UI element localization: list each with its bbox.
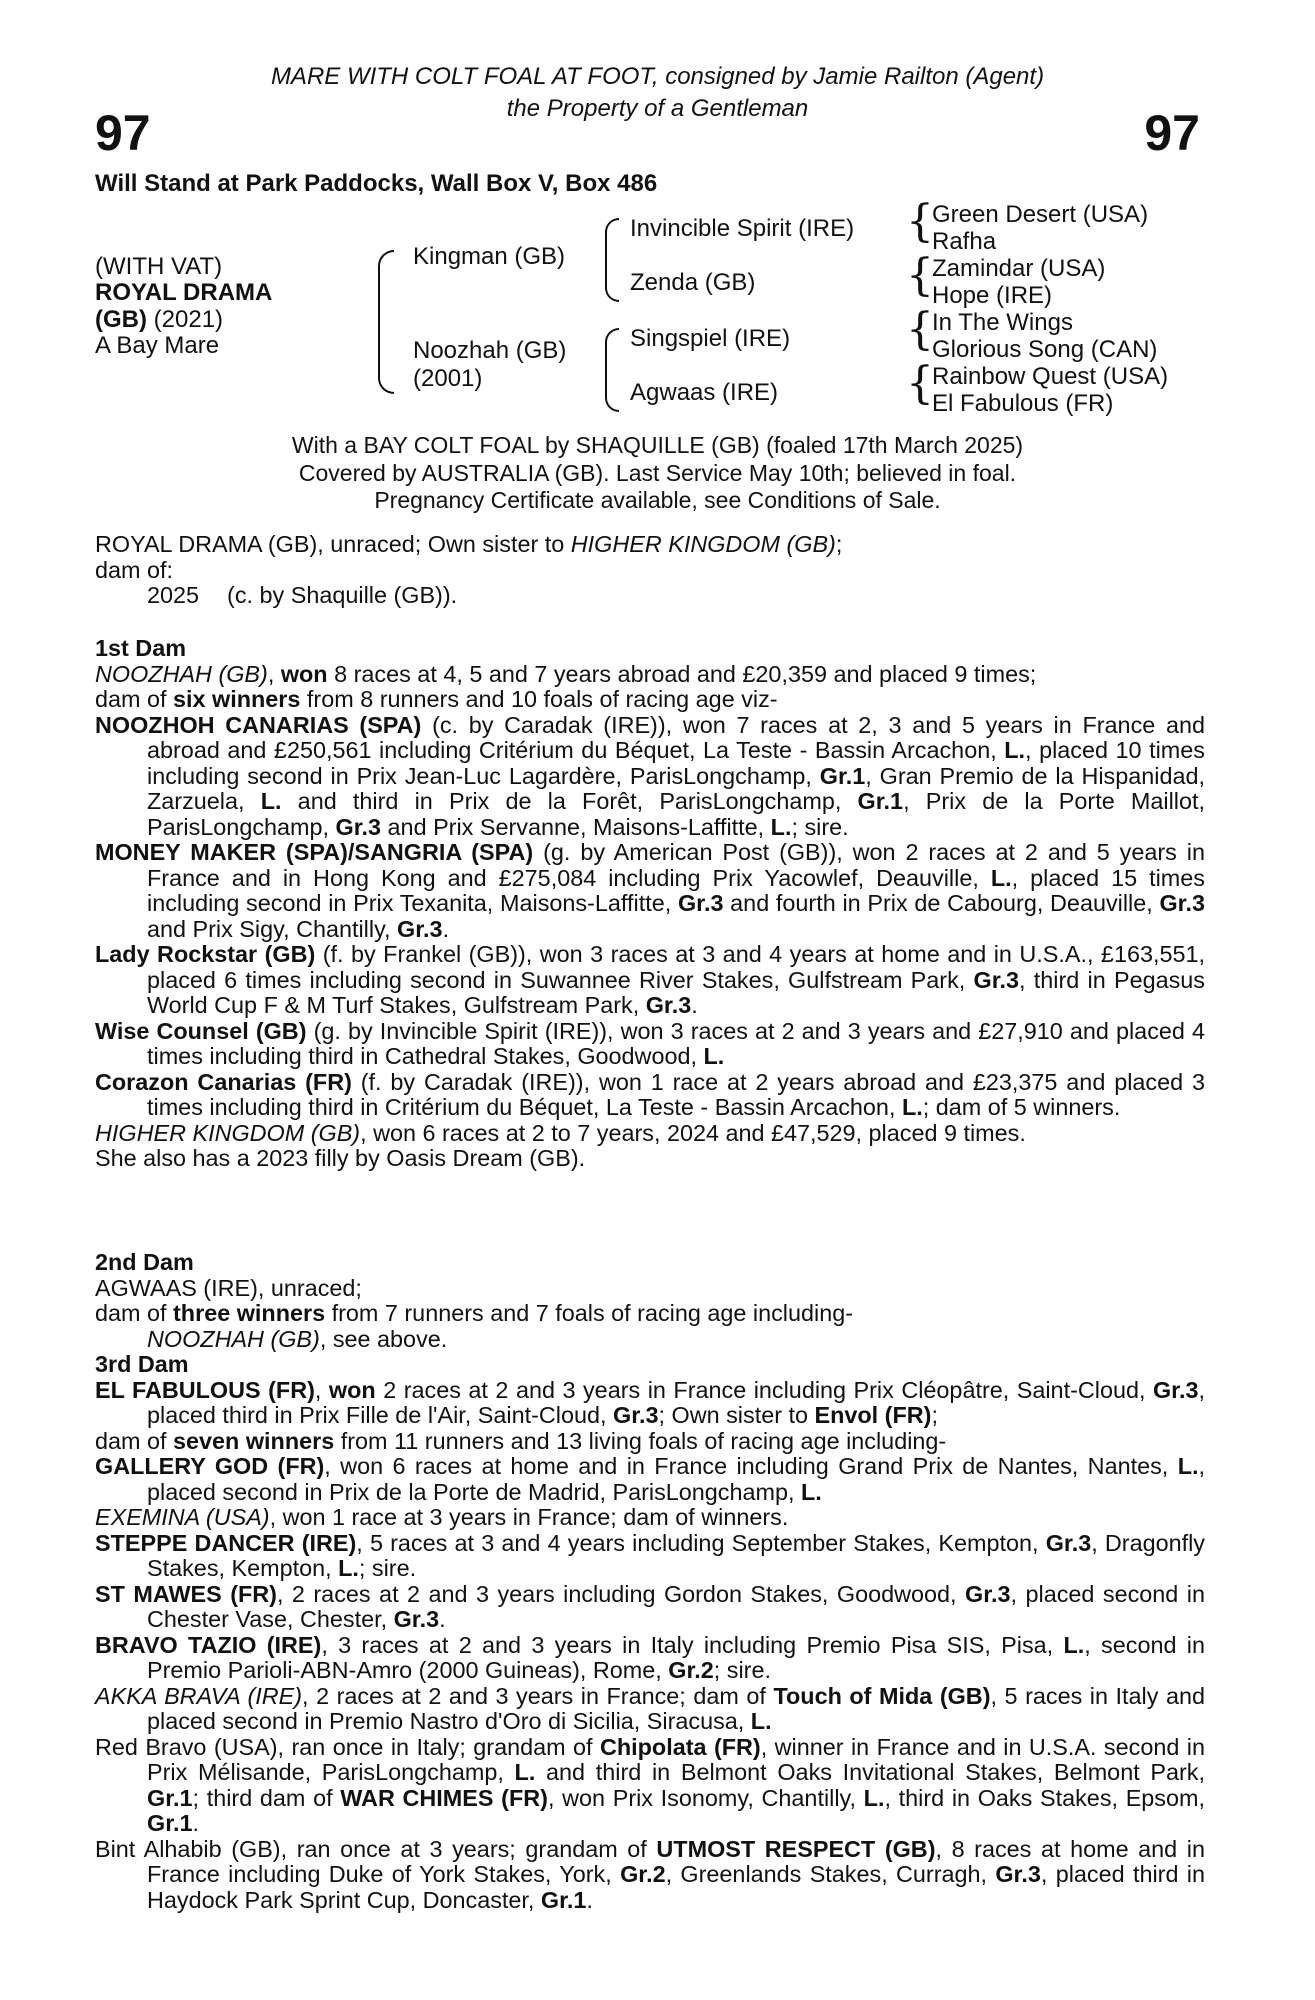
third-dam-heading: 3rd Dam — [95, 1351, 189, 1377]
fourth-produce-5: Red Bravo (USA), ran once in Italy; grandam of Chipolata (FR), winner in France and in U.S.A. second in Prix Mélisande, ParisLongchamp, L. and third in Belmont Oaks Invitational Stakes, Belmont Park, Gr.1; third dam of WAR CHIMES (FR), won Prix Isonomy, Chantilly, L., third in Oaks Stakes, Epsom, Gr.1. — [95, 1733, 1205, 1836]
first-dam-section — [95, 636, 1205, 1172]
brace-glyph-3: { — [906, 304, 934, 355]
gen3-4: Hope (IRE) — [932, 282, 1053, 309]
produce-3: Lady Rockstar (GB) (f. by Frankel (GB)), won 3 races at 3 and 4 years at home and in U.S.A., £163,551, placed 6 times including second in Suwannee River Stakes, Gulfstream Park, Gr.3, third in Pegasus World Cup F & M Turf Stakes, Gulfstream Park, Gr.3. — [95, 941, 1205, 1018]
gen3-7: Rainbow Quest (USA) — [932, 363, 1169, 390]
dam-brace — [605, 328, 619, 412]
horse-block — [95, 254, 272, 360]
sire-dam: Zenda (GB) — [630, 269, 756, 296]
gen3-2: Rafha — [932, 228, 997, 255]
first-dam-text: NOOZHAH (GB), won 8 races at 4, 5 and 7 years abroad and £20,359 and placed 9 times; dam of six winners from 8 runners and 10 foals of racing age viz- — [95, 660, 1037, 712]
horse-name: ROYAL DRAMA — [95, 279, 273, 307]
sire-name: Kingman (GB) — [413, 243, 566, 270]
dam-year: (2001) — [413, 365, 483, 392]
second-dam-produce: NOOZHAH (GB), see above. — [147, 1325, 448, 1352]
dam-name: Noozhah (GB) — [413, 337, 567, 364]
third-produce-2: EXEMINA (USA), won 1 race at 3 years in France; dam of winners. — [95, 1504, 789, 1530]
second-dam-section — [95, 1250, 1205, 1913]
gen3-1: Green Desert (USA) — [932, 201, 1149, 228]
vat-label: (WITH VAT) — [95, 253, 223, 280]
stand-location: Will Stand at Park Paddocks, Wall Box V, Box 486 — [95, 170, 658, 197]
lot-number-right: 97 — [1144, 105, 1200, 161]
foal-info — [0, 432, 1315, 515]
produce-1: NOOZHOH CANARIAS (SPA) (c. by Caradak (IRE)), won 7 races at 2, 3 and 5 years in France and abroad and £250,561 including Critérium du Béquet, La Teste - Bassin Arcachon, L., placed 10 times including second in Prix Jean-Luc Lagardère, ParisLongchamp, Gr.1, Gran Premio de la Hispanidad, Zarzuela, L. and third in Prix de la Forêt, ParisLongchamp, Gr.1, Prix de la Porte Maillot, ParisLongchamp, Gr.3 and Prix Servanne, Maisons-Laffitte, L.; sire. — [95, 711, 1206, 840]
fourth-produce-2: ST MAWES (FR), 2 races at 2 and 3 years including Gordon Stakes, Goodwood, Gr.3, placed second in Chester Vase, Chester, Gr.3. — [95, 1580, 1205, 1632]
third-dam-of: dam of seven winners from 11 runners and 13 living foals of racing age including- — [95, 1427, 947, 1454]
fourth-produce-4: AKKA BRAVA (IRE), 2 races at 2 and 3 years in France; dam of Touch of Mida (GB), 5 races in Italy and placed second in Premio Nastro d'Oro di Sicilia, Siracusa, L. — [95, 1682, 1206, 1734]
dam-sire: Singspiel (IRE) — [630, 325, 791, 352]
brace-glyph-4: { — [906, 358, 934, 409]
gen3-3: Zamindar (USA) — [932, 255, 1106, 282]
first-dam-also: She also has a 2023 filly by Oasis Dream (GB). — [95, 1145, 586, 1171]
produce-2: MONEY MAKER (SPA)/SANGRIA (SPA) (g. by American Post (GB)), won 2 races at 2 and 5 years in France and in Hong Kong and £275,084 including Prix Yacowlef, Deauville, L., placed 15 times including second in Prix Texanita, Maisons-Laffitte, Gr.3 and fourth in Prix de Cabourg, Deauville, Gr.3 and Prix Sigy, Chantilly, Gr.3. — [95, 839, 1205, 942]
produce-line: 2025 (c. by Shaquille (GB)). — [147, 582, 458, 608]
header-line-1: MARE WITH COLT FOAL AT FOOT, consigned by Jamie Railton (Agent) — [270, 63, 1045, 90]
brace-glyph-1: { — [906, 196, 934, 247]
third-dam-text: EL FABULOUS (FR), won 2 races at 2 and 3 years in France including Prix Cléopâtre, Saint-Cloud, Gr.3, placed third in Prix Fille de l'Air, Saint-Cloud, Gr.3; Own sister to Envol (FR); — [95, 1376, 1205, 1428]
pedigree-brace — [378, 250, 394, 394]
dam-dam: Agwaas (IRE) — [630, 379, 779, 406]
produce-6: HIGHER KINGDOM (GB), won 6 races at 2 to 7 years, 2024 and £47,529, placed 9 times. — [95, 1119, 1026, 1146]
fourth-produce-1: STEPPE DANCER (IRE), 5 races at 3 and 4 years including September Stakes, Kempton, Gr.3, Dragonfly Stakes, Kempton, L.; sire. — [95, 1529, 1205, 1581]
intro-line: ROYAL DRAMA (GB), unraced; Own sister to HIGHER KINGDOM (GB); — [95, 531, 843, 557]
produce-5: Corazon Canarias (FR) (f. by Caradak (IRE)), won 1 race at 2 years abroad and £23,375 and placed 3 times including third in Critérium du Béquet, La Teste - Bassin Arcachon, L.; dam of 5 winners. — [95, 1068, 1205, 1120]
third-produce-1: GALLERY GOD (FR), won 6 races at home and in France including Grand Prix de Nantes, Nantes, L., placed second in Prix de la Porte de Madrid, ParisLongchamp, L. — [95, 1453, 1205, 1505]
lot-number-left: 97 — [95, 105, 151, 161]
gen3-5: In The Wings — [932, 309, 1073, 336]
fourth-produce-3: BRAVO TAZIO (IRE), 3 races at 2 and 3 years in Italy including Premio Pisa SIS, Pisa, L., second in Premio Parioli-ABN-Amro (2000 Guineas), Rome, Gr.2; sire. — [95, 1631, 1205, 1683]
first-dam-heading: 1st Dam — [95, 635, 187, 661]
horse-description: A Bay Mare — [95, 332, 220, 360]
second-dam-text: AGWAAS (IRE), unraced; dam of three winners from 7 runners and 7 foals of racing age including- — [95, 1274, 853, 1326]
gen3-6: Glorious Song (CAN) — [932, 336, 1158, 363]
foal-line-1: With a BAY COLT FOAL by SHAQUILLE (GB) (foaled 17th March 2025) — [291, 432, 1024, 458]
intro-block — [95, 532, 1205, 609]
second-dam-heading: 2nd Dam — [95, 1249, 194, 1275]
sire-sire: Invincible Spirit (IRE) — [630, 215, 855, 242]
produce-4: Wise Counsel (GB) (g. by Invincible Spirit (IRE)), won 3 races at 2 and 3 years and £27,910 and placed 4 times including third in Cathedral Stakes, Goodwood, L. — [95, 1017, 1205, 1069]
third-produce-3: Bint Alhabib (GB), ran once at 3 years; grandam of UTMOST RESPECT (GB), 8 races at home and in France including Duke of York Stakes, York, Gr.2, Greenlands Stakes, Curragh, Gr.3, placed third in Haydock Park Sprint Cup, Doncaster, Gr.1. — [95, 1835, 1205, 1913]
gen3-8: El Fabulous (FR) — [932, 390, 1114, 417]
foal-line-3: Pregnancy Certificate available, see Conditions of Sale. — [374, 487, 941, 514]
foal-line-2: Covered by AUSTRALIA (GB). Last Service May 10th; believed in foal. — [298, 459, 1017, 486]
brace-glyph-2: { — [906, 250, 934, 301]
dam-of-line: dam of: — [95, 556, 174, 583]
sire-brace — [605, 218, 619, 302]
header-line-2: the Property of a Gentleman — [506, 95, 809, 122]
horse-origin-year: (GB) (2021) — [95, 305, 224, 333]
